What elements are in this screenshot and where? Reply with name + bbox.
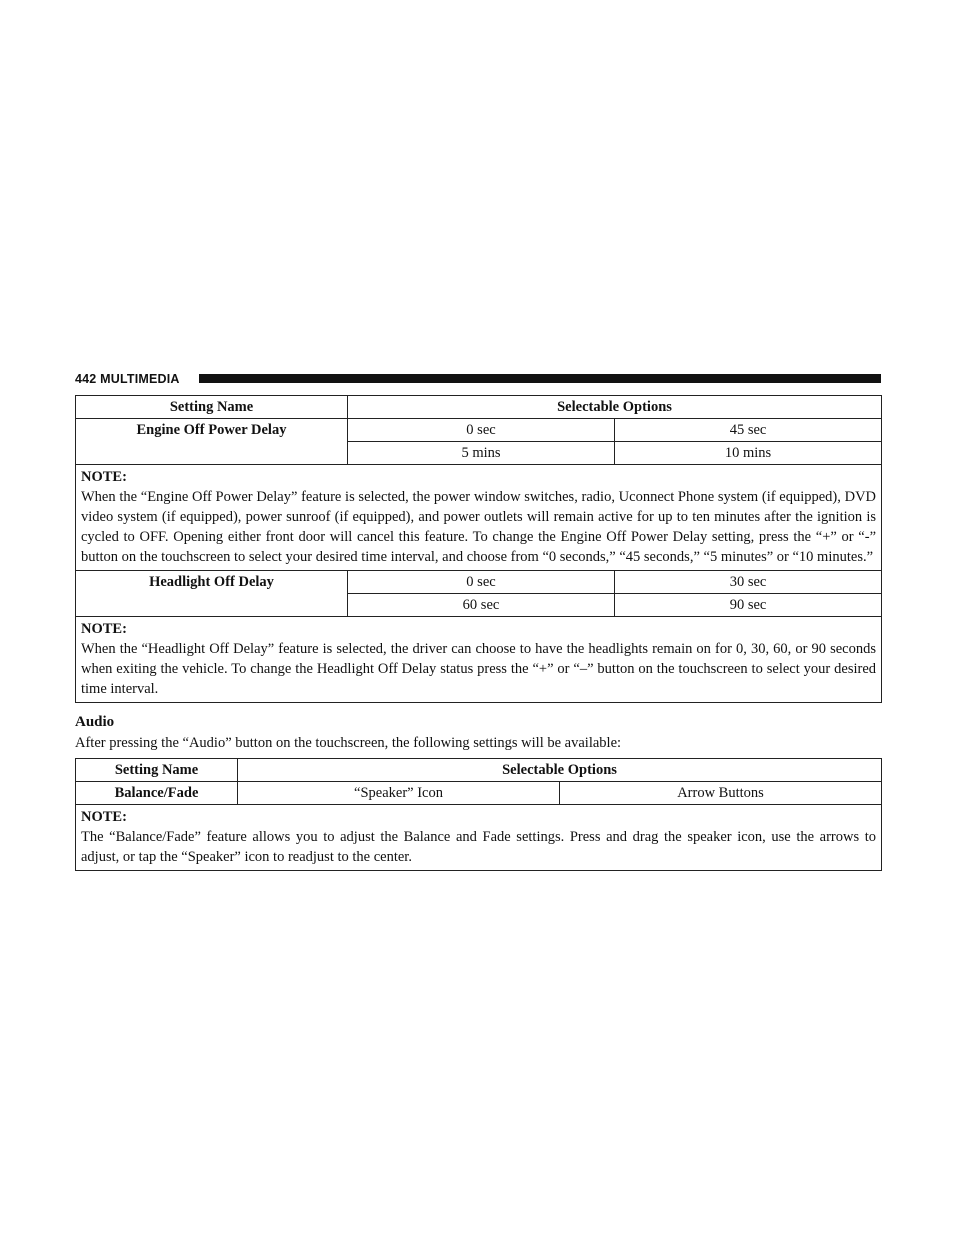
note-text: When the “Engine Off Power Delay” feature is selected, the power window switches, radio, Uconnect Phone system (if equipped), DVD video system (if equipped), power sunroof (if equipped), and power outlets will remain active for up to ten minutes after the ignition is cycled to OFF. Opening either front door will cancel this feature. To change the Engine Off Power Delay setting, press the “+” or “-” button on the touchscreen to select your desired time interval, and choose from “0 seconds,” “45 seconds,” “5 minutes” or “10 minutes.” — [81, 489, 877, 565]
setting-name-headlight-off-delay: Headlight Off Delay — [76, 571, 348, 617]
note-row — [76, 617, 882, 703]
page-number-label: 442 MULTIMEDIA — [75, 372, 180, 386]
note-row — [76, 805, 882, 871]
table-row — [76, 782, 882, 805]
note-label: NOTE: — [81, 809, 127, 825]
section-intro-audio: After pressing the “Audio” button on the touchscreen, the following settings will be available: — [75, 735, 622, 751]
option-cell: “Speaker” Icon — [238, 782, 560, 805]
column-header-setting-name: Setting Name — [76, 759, 238, 782]
option-cell: Arrow Buttons — [560, 782, 882, 805]
option-cell: 10 mins — [615, 442, 882, 465]
column-header-setting-name: Setting Name — [76, 396, 348, 419]
note-text: The “Balance/Fade” feature allows you to adjust the Balance and Fade settings. Press and drag the speaker icon, use the arrows to adjust, or tap the “Speaker” icon to readjust to the center. — [81, 829, 877, 865]
note-cell — [76, 805, 882, 871]
column-header-selectable-options: Selectable Options — [348, 396, 882, 419]
page-header — [75, 370, 881, 388]
settings-table-audio — [75, 758, 882, 871]
table-row — [76, 419, 882, 442]
option-cell: 60 sec — [348, 594, 615, 617]
option-cell: 30 sec — [615, 571, 882, 594]
note-row — [76, 465, 882, 571]
option-cell: 0 sec — [348, 571, 615, 594]
column-header-selectable-options: Selectable Options — [238, 759, 882, 782]
header-rule — [199, 374, 881, 383]
option-cell: 5 mins — [348, 442, 615, 465]
section-title-audio: Audio — [75, 714, 115, 730]
setting-name-balance-fade: Balance/Fade — [76, 782, 238, 805]
option-cell: 45 sec — [615, 419, 882, 442]
note-label: NOTE: — [81, 469, 127, 485]
note-cell — [76, 465, 882, 571]
note-cell — [76, 617, 882, 703]
setting-name-engine-off-power-delay: Engine Off Power Delay — [76, 419, 348, 465]
note-text: When the “Headlight Off Delay” feature is selected, the driver can choose to have the headlights remain on for 0, 30, 60, or 90 seconds when exiting the vehicle. To change the Headlight Off Delay status press the “+” or “–” button on the touchscreen to select your desired time interval. — [81, 641, 877, 697]
table-row — [76, 571, 882, 594]
table-header-row — [76, 396, 882, 419]
note-label: NOTE: — [81, 621, 127, 637]
option-cell: 90 sec — [615, 594, 882, 617]
option-cell: 0 sec — [348, 419, 615, 442]
table-header-row — [76, 759, 882, 782]
settings-table-display — [75, 395, 882, 703]
